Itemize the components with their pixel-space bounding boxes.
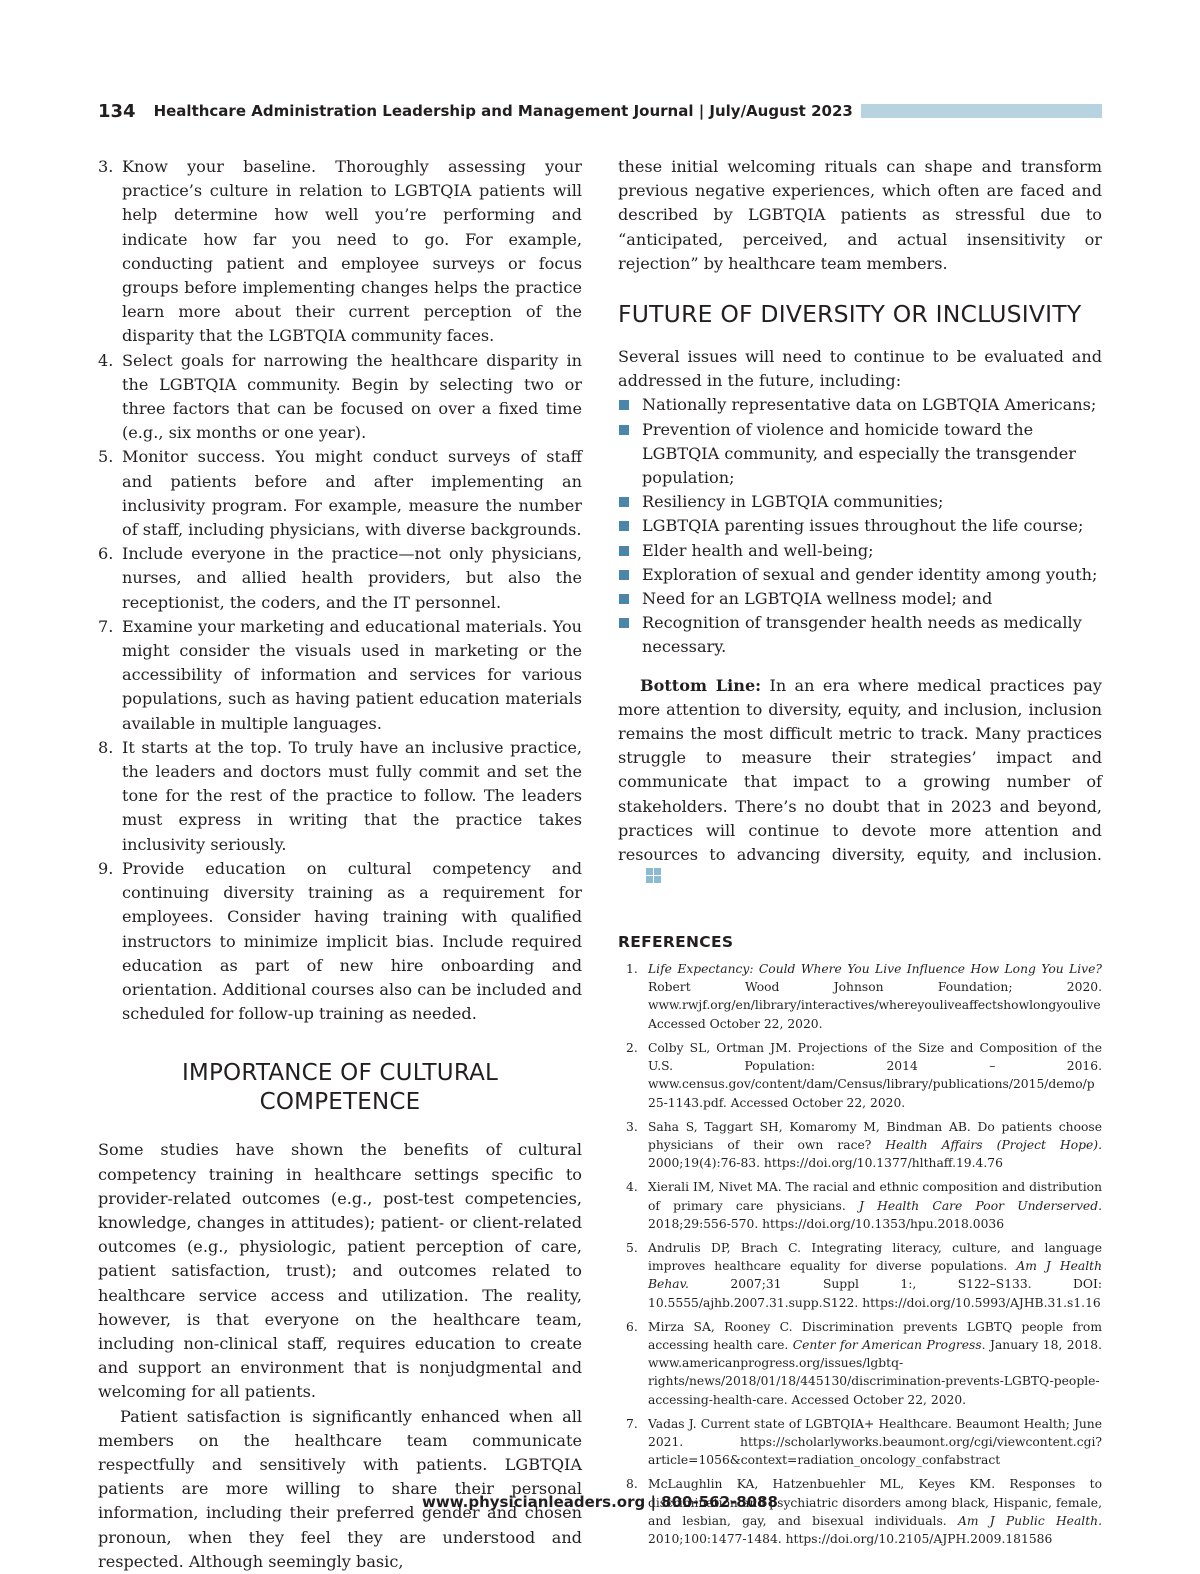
list-item [98,349,582,446]
references-list [618,960,1102,1548]
list-item [618,490,1102,514]
reference-item [618,1039,1102,1112]
paragraph: Patient satisfaction is significantly enhanced when all members on the healthcare team communicate respectfully and sensitively with patients. LGBTQIA patients are more willing to share their personal information, including their preferred gender and chosen pronoun, when they feel they are understood and respected. Although seemingly basic, [98,1406,582,1571]
list-item [618,539,1102,563]
reference-item [618,1318,1102,1409]
list-item [618,611,1102,659]
reference-rest: 2010;100:1477-1484. https://doi.org/10.2105/AJPH.2009.181586 [648,1531,1053,1546]
left-column [98,155,582,1574]
square-bullet-icon [619,546,629,556]
reference-text: Xierali IM, Nivet MA. The racial and ethnic composition and distribution of primary care physicians. [648,1180,1102,1213]
page-number: 134 [98,100,136,122]
item-text: Include everyone in the practice—not only physicians, nurses, and allied health providers, but also the receptionist, the coders, and the IT personnel. [122,544,582,612]
reference-rest: January 18, 2018. www.americanprogress.org/issues/lgbtq-rights/news/2018/01/18/445130/discrimination-prevents-LGBTQ-people-accessing-health-care. Accessed October 22, 2020. [648,1337,1102,1407]
item-number: 8. [98,737,114,757]
paragraph: these initial welcoming rituals can shape and transform previous negative experiences, which often are faced and described by LGBTQIA patients as stressful due to “anticipated, perceived, and actual insensitivity or rejection” by healthcare team members. [618,157,1102,273]
issues-list [618,393,1102,659]
reference-title: Am J Public Health. [957,1513,1102,1528]
item-text: Prevention of violence and homicide toward the LGBTQIA community, and especially the transgender population; [642,419,1076,488]
square-bullet-icon [619,400,629,410]
item-text: Know your baseline. Thoroughly assessing your practice’s culture in relation to LGBTQIA patients will help determine how well you’re performing and indicate how far you need to go. For example, conducting patient and employee surveys or focus groups before implementing changes helps the practice learn more about their current perception of the disparity that the LGBTQIA community faces. [122,157,582,346]
bottom-line-paragraph [618,674,1102,892]
list-item [98,445,582,542]
reference-rest: 2000;19(4):76-83. https://doi.org/10.1377/hlthaff.19.4.76 [648,1156,1003,1171]
item-number: 5. [98,447,114,467]
reference-text: Saha S, Taggart SH, Komaromy M, Bindman AB. Do patients choose physicians of their own race? [648,1119,1102,1152]
reference-item [618,1475,1102,1548]
list-item [618,587,1102,611]
item-text: It starts at the top. To truly have an inclusive practice, the leaders and doctors must fully commit and set the tone for the rest of the practice to follow. The leaders must express in writing that the practice takes inclusivity seriously. [122,737,582,854]
square-bullet-icon [619,497,629,507]
list-item [98,857,582,1026]
reference-number: 2. [626,1040,638,1055]
list-item [98,615,582,736]
reference-text: Vadas J. Current state of LGBTQIA+ Healthcare. Beaumont Health; June 2021. https://scholarlyworks.beaumont.org/cgi/viewcontent.cgi?article=1056&context=radiation_oncology_confabstract [648,1416,1102,1468]
reference-title: J Health Care Poor Underserved. [858,1198,1102,1213]
reference-rest: 2018;29:556-570. https://doi.org/10.1353/hpu.2018.0036 [648,1216,1005,1231]
running-header [98,98,1102,124]
journal-title: Healthcare Administration Leadership and Management Journal | July/August 2023 [153,102,853,120]
item-number: 3. [98,157,114,176]
bottom-line-text: In an era where medical practices pay more attention to diversity, equity, and inclusion, inclusion remains the most difficult metric to track. Many practices struggle to measure their strategies’ impact and communicate that impact to a growing number of stakeholders. There’s no doubt that in 2023 and beyond, practices will continue to devote more attention and resources to advancing diversity, equity, and inclusion. [618,675,1102,865]
item-text: LGBTQIA parenting issues throughout the life course; [642,516,1084,536]
list-item [618,393,1102,417]
item-number: 6. [98,544,114,564]
header-accent-bar [861,104,1102,118]
item-number: 4. [98,350,114,370]
reference-title: Health Affairs (Project Hope). [885,1137,1102,1152]
reference-item [618,1239,1102,1312]
reference-title: Center for American Progress. [792,1337,986,1352]
reference-rest: Robert Wood Johnson Foundation; 2020. www.rwjf.org/en/library/interactives/whereyouliveaffectshowlongyoulive Accessed October 22, 2020. [648,980,1102,1031]
reference-number: 6. [626,1319,638,1334]
reference-item [618,1118,1102,1173]
section-heading-cultural-competence: IMPORTANCE OF CULTURAL COMPETENCE [181,1060,499,1116]
square-bullet-icon [619,618,629,628]
reference-title: Am J Health Behav. [648,1259,1102,1292]
reference-number: 4. [626,1180,638,1195]
paragraph: Some studies have shown the benefits of cultural competency training in healthcare settings specific to provider-related outcomes (e.g., post-test competencies, knowledge, changes in attitudes); patient- or client-related outcomes (e.g., physiologic, patient perception of care, patient satisfaction, trust); and outcomes related to healthcare service access and utilization. The reality, however, is that everyone on the healthcare team, including non-clinical staff, requires education to create and support an environment that is nonjudgmental and welcoming for all patients. [98,1140,582,1402]
item-number: 7. [98,616,114,636]
list-item [618,514,1102,538]
reference-text: Colby SL, Ortman JM. Projections of the Size and Composition of the U.S. Population: 2014 – 2016. www.census.gov/content/dam/Census/library/publications/2015/demo/p25-1143.pdf. Accessed October 22, 2020. [648,1040,1102,1110]
square-bullet-icon [619,594,629,604]
item-text: Provide education on cultural competency and continuing diversity training as a requirement for employees. Consider having training with qualified instructors to minimize implicit bias. Include required education as part of new hire onboarding and orientation. Additional courses also can be included and scheduled for follow-up training as needed. [122,858,582,1024]
item-number: 9. [98,858,114,878]
references-heading: REFERENCES [618,932,734,951]
list-item [98,155,582,349]
reference-text: Mirza SA, Rooney C. Discrimination prevents LGBTQ people from accessing health care. [648,1319,1102,1352]
item-text: Examine your marketing and educational materials. You might consider the visuals used in marketing or the accessibility of information and services for various populations, such as having patient education materials available in multiple languages. [122,616,582,733]
reference-rest: 2007;31 Suppl 1:, S122–S133. DOI: 10.5555/ajhb.2007.31.supp.S122. https://doi.org/10.5993/AJHB.31.s1.16 [648,1277,1102,1310]
reference-number: 3. [626,1119,638,1134]
page-footer: www.physicianleaders.org | 800-562-8088 [422,1493,778,1511]
square-bullet-icon [619,521,629,531]
reference-number: 8. [626,1477,638,1492]
paragraph: Several issues will need to continue to be evaluated and addressed in the future, including: [618,347,1102,391]
bottom-line-label: Bottom Line: [640,675,762,695]
right-column [618,155,1102,1554]
reference-number: 1. [626,962,638,977]
reference-text: McLaughlin KA, Hatzenbuehler ML, Keyes KM. Responses to discrimination and psychiatric disorders among black, Hispanic, female, and lesbian, gay, and bisexual individuals. [648,1477,1102,1528]
square-bullet-icon [619,425,629,435]
square-bullet-icon [619,570,629,580]
list-item [98,542,582,615]
item-text: Monitor success. You might conduct surveys of staff and patients before and after implementing an inclusivity program. For example, measure the number of staff, including physicians, with diverse backgrounds. [122,447,582,540]
item-text: Resiliency in LGBTQIA communities; [642,492,944,512]
reference-title: Life Expectancy: Could Where You Live Influence How Long You Live? [648,962,1102,977]
list-item [618,418,1102,491]
list-item [618,563,1102,587]
item-text: Need for an LGBTQIA wellness model; and [642,589,993,609]
item-text: Select goals for narrowing the healthcare disparity in the LGBTQIA community. Begin by selecting two or three factors that can be focused on over a fixed time (e.g., six months or one year). [122,350,582,443]
reference-number: 5. [626,1240,638,1255]
reference-item [618,960,1102,1033]
item-text: Nationally representative data on LGBTQIA Americans; [642,395,1097,415]
section-heading-future: FUTURE OF DIVERSITY OR INCLUSIVITY [618,300,1082,329]
steps-list [98,155,582,1026]
reference-item [618,1178,1102,1233]
list-item [98,736,582,857]
reference-item [618,1415,1102,1470]
reference-number: 7. [626,1416,638,1431]
item-text: Recognition of transgender health needs as medically necessary. [642,613,1082,657]
item-text: Exploration of sexual and gender identity among youth; [642,564,1098,584]
end-of-article-icon [624,866,661,890]
item-text: Elder health and well-being; [642,540,874,560]
reference-text: Andrulis DP, Brach C. Integrating literacy, culture, and language improves healthcare equality for diverse populations. [648,1240,1102,1274]
